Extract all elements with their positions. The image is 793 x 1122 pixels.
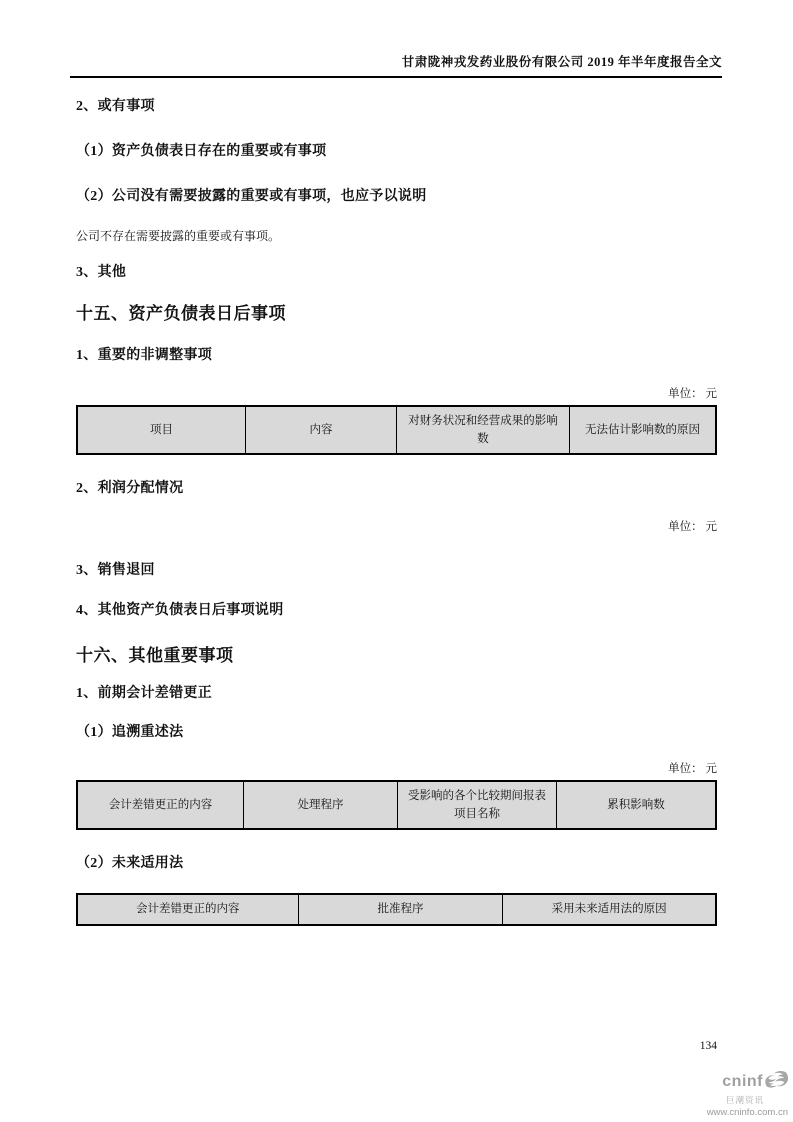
table-header-cell: 无法估计影响数的原因: [569, 407, 715, 453]
table-header-cell: 项目: [149, 423, 173, 436]
heading-chapter-16: 十六、其他重要事项: [76, 646, 234, 665]
table-header-cell: 受影响的各个比较期间报表项目名称: [397, 782, 556, 828]
cninfo-logo: [707, 1069, 788, 1117]
non-adjusting-events-table: [76, 405, 717, 455]
table-header-cell: 会计差错更正的内容: [108, 798, 213, 811]
report-title: 甘肃陇神戎发药业股份有限公司 2019 年半年度报告全文: [401, 55, 722, 69]
unit-label-1: 单位： 元: [668, 388, 717, 400]
retrospective-restatement-table: [76, 780, 717, 830]
heading-contingencies: 2、或有事项: [76, 99, 155, 114]
prospective-application-table: [76, 893, 717, 926]
heading-sales-return: 3、销售退回: [76, 563, 155, 578]
table-header-cell: 对财务状况和经营成果的影响数: [396, 407, 569, 453]
unit-label-2: 单位： 元: [668, 521, 717, 533]
heading-other-post-balance: 4、其他资产负债表日后事项说明: [76, 603, 284, 618]
contingencies-note-text: 公司不存在需要披露的重要或有事项。: [76, 229, 281, 243]
heading-retrospective: （1）追溯重述法: [76, 725, 184, 740]
heading-profit-distribution: 2、利润分配情况: [76, 481, 184, 496]
cninfo-chinese-name: 巨潮资讯: [725, 1095, 764, 1105]
heading-contingencies-existing: （1）资产负债表日存在的重要或有事项: [76, 144, 327, 159]
heading-error-correction: 1、前期会计差错更正: [76, 686, 212, 701]
heading-other: 3、其他: [76, 265, 127, 280]
table-header-cell: 累积影响数: [556, 782, 715, 828]
cninfo-url: www.cninfo.com.cn: [706, 1106, 788, 1118]
cninfo-swirl-icon: [765, 1069, 788, 1094]
table-header-cell: 内容: [245, 407, 396, 453]
heading-prospective: （2）未来适用法: [76, 856, 184, 871]
table-header-cell: 批准程序: [298, 895, 503, 924]
heading-non-adjusting-events: 1、重要的非调整事项: [76, 348, 212, 363]
table-header-cell: 会计差错更正的内容: [136, 903, 240, 916]
cninfo-brand-text: cninf: [722, 1072, 763, 1090]
page-number: 134: [699, 1040, 717, 1052]
table-header-cell: 采用未来适用法的原因: [502, 895, 715, 924]
heading-contingencies-none: （2）公司没有需要披露的重要或有事项，也应予以说明: [76, 189, 427, 204]
table-header-cell: 处理程序: [243, 782, 397, 828]
page-header: [70, 52, 722, 78]
unit-label-3: 单位： 元: [668, 763, 717, 775]
heading-chapter-15: 十五、资产负债表日后事项: [76, 304, 286, 323]
